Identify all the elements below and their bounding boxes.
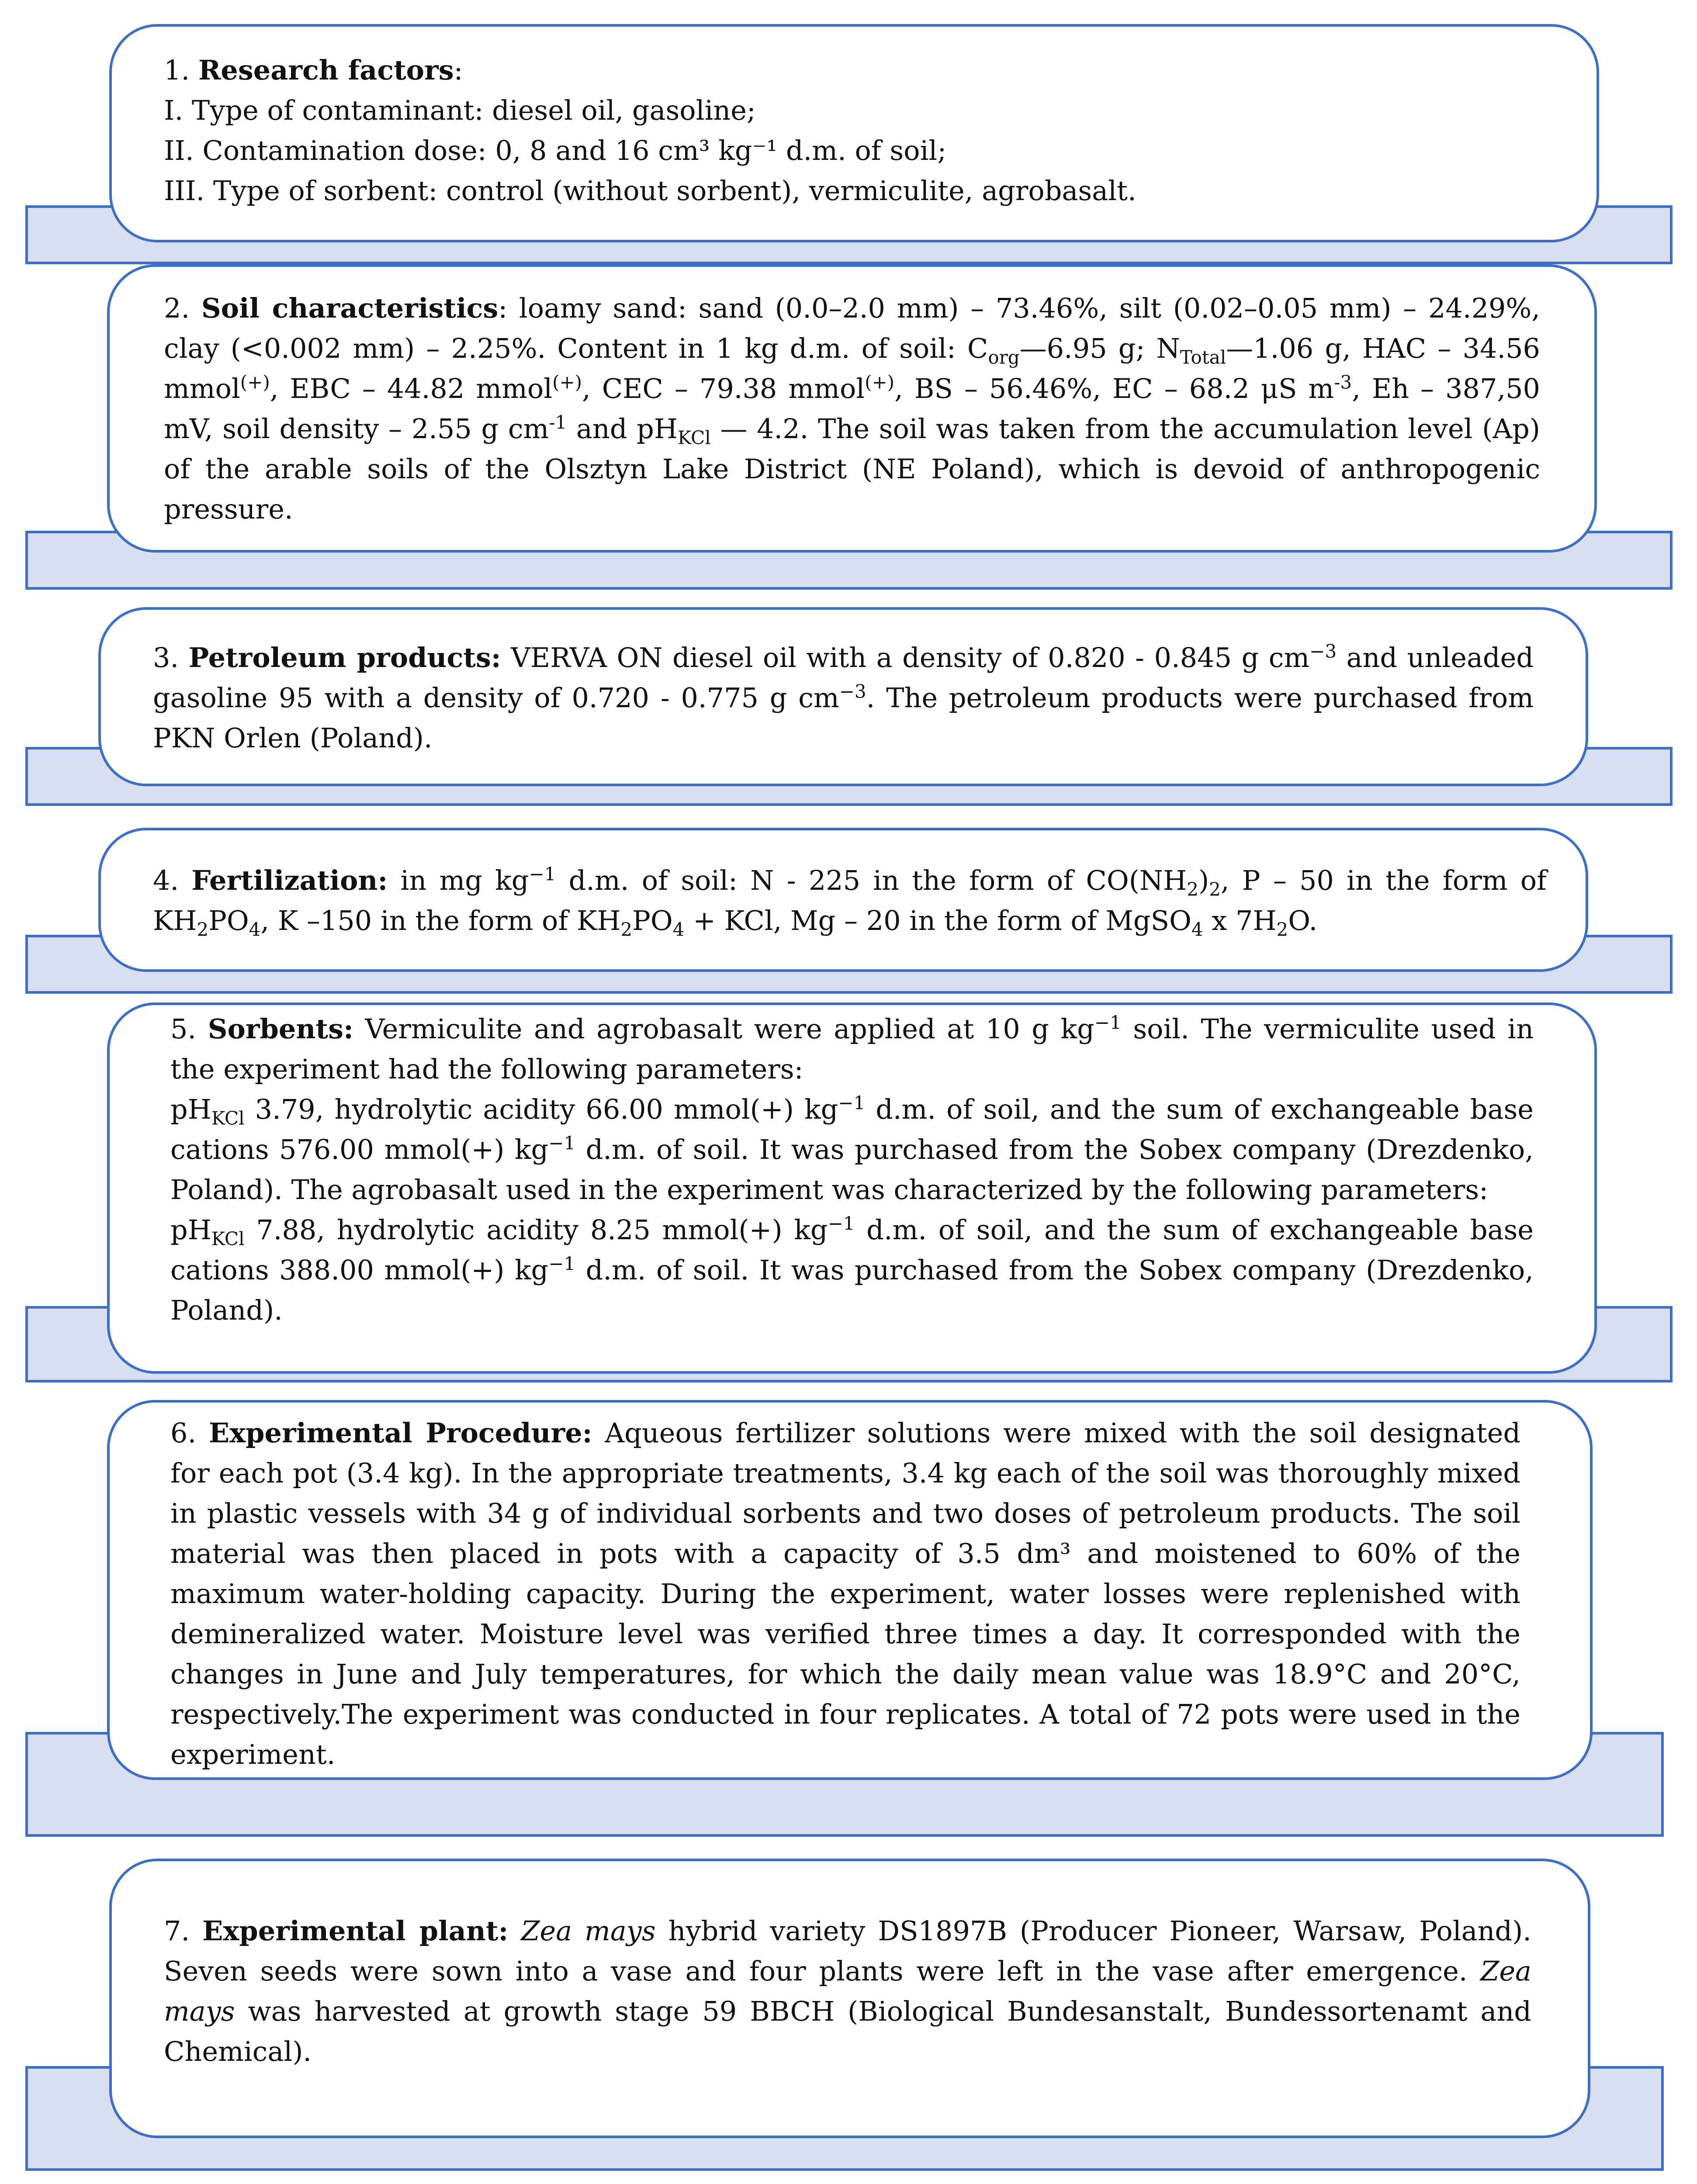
section-4-body-i: x 7H — [1203, 905, 1277, 936]
section-7-species-1: Zea mays — [521, 1915, 656, 1947]
section-5-body-a: Vermiculite and agrobasalt were applied at 10 g kg — [365, 1013, 1094, 1045]
section-6-number: 6. — [170, 1417, 197, 1449]
section-4-body-h: + KCl, Mg – 20 in the form of MgSO — [684, 905, 1191, 936]
section-4-body-g: PO — [632, 905, 673, 936]
section-3-heading: Petroleum products: — [188, 642, 501, 674]
section-5-p1-d: d.m. of soil. It was purchased from the Sobex company (Drezdenko, Poland). The agrobasalt used in the experiment was characterized by the following parameters: — [170, 1133, 1534, 1206]
section-5-sup-a: −1 — [1094, 1012, 1122, 1033]
section-5-p2-c: d.m. of soil, and the sum of exchangeable base cations 388.00 mmol(+) kg — [170, 1214, 1534, 1286]
section-3-number: 3. — [153, 642, 179, 674]
section-4-sub-4a: 4 — [249, 919, 261, 940]
section-4-sub-2e: 2 — [1276, 919, 1288, 940]
section-2-body-i: — 4.2. The soil was taken from the accumulation level (Ap) of the arable soils of the Olsztyn Lake District (NE Poland), which is devoid of anthropogenic pressure. — [164, 413, 1540, 525]
section-6-text — [170, 1413, 1520, 1775]
section-2-body-b: —6.95 g; N — [1019, 332, 1180, 364]
section-1-line-2: II. Contamination dose: 0, 8 and 16 cm³ kg⁻¹ d.m. of soil; — [164, 135, 947, 166]
section-1-heading: Research factors — [198, 54, 454, 86]
section-7-species-2: Zea mays — [164, 1955, 1531, 2027]
section-7-number: 7. — [164, 1915, 190, 1947]
section-2-heading: Soil characteristics — [201, 292, 499, 324]
section-4-sub-2c: 2 — [197, 919, 209, 940]
section-4-number: 4. — [153, 864, 179, 896]
section-5-ph-label-1: pH — [170, 1093, 211, 1125]
section-4-body-a: in mg kg — [400, 864, 529, 896]
section-4-sup-a: −1 — [529, 863, 556, 885]
section-4-body-f: , K –150 in the form of KH — [260, 905, 621, 936]
section-5-p2-d: d.m. of soil. It was purchased from the Sobex company (Drezdenko, Poland). — [170, 1254, 1534, 1326]
section-5-sup-p1-b: −1 — [838, 1092, 866, 1114]
section-5-sub-kcl-2: KCl — [211, 1228, 245, 1250]
section-5-agrobasalt-params — [170, 1210, 1534, 1330]
section-4-heading: Fertilization: — [191, 864, 388, 896]
section-2-body-e: , CEC – 79.38 mmol — [582, 373, 865, 404]
section-5-p2-b: 7.88, hydrolytic acidity 8.25 mmol(+) kg — [244, 1214, 828, 1246]
section-5-text — [170, 1009, 1534, 1330]
section-2-sup-cec: (+) — [865, 371, 895, 393]
section-1-number: 1. — [164, 54, 190, 86]
section-5-intro — [170, 1009, 1534, 1089]
section-5-sup-p2-c: −1 — [548, 1253, 576, 1275]
section-4-sub-4c: 4 — [1191, 919, 1203, 940]
section-4-sub-2b: 2 — [1209, 878, 1221, 900]
section-2-body-c: —1.06 g, HAC – 34.56 mmol — [164, 332, 1540, 404]
section-5-sup-p2-b: −1 — [828, 1213, 855, 1234]
section-1-line-1: I. Type of contaminant: diesel oil, gasoline; — [164, 94, 756, 126]
section-2-sub-kcl: KCl — [677, 427, 711, 449]
section-6-body: Aqueous fertilizer solutions were mixed with the soil designated for each pot (3.4 kg). In the appropriate treatments, 3.4 kg each of the soil was thoroughly mixed in plastic vessels with 34 g of individual sorbents and two doses of petroleum products. The soil material was then placed in pots with a capacity of 3.5 dm³ and moistened to 60% of the maximum water-holding capacity. During the experiment, water losses were replenished with demineralized water. Moisture level was verified three times a day. It corresponded with the changes in June and July temperatures, for which the daily mean value was 18.9°C and 20°C, respectively.The experiment was conducted in four replicates. A total of 72 pots were used in the experiment. — [170, 1417, 1521, 1770]
section-2-number: 2. — [164, 292, 190, 324]
section-2-sub-org: org — [988, 346, 1020, 368]
section-3-body-c: . The petroleum products were purchased from PKN Orlen (Poland). — [153, 682, 1534, 754]
section-1-line-3: III. Type of sorbent: control (without sorbent), vermiculite, agrobasalt. — [164, 175, 1136, 207]
section-2-sup-m3: -3 — [1334, 371, 1352, 393]
section-4-sub-4b: 4 — [672, 919, 685, 940]
section-7-body-b: was harvested at growth stage 59 BBCH (Biological Bundesanstalt, Bundessortenamt and Chemical). — [164, 1995, 1531, 2067]
section-4-body-d: , P – 50 in the form of KH — [153, 864, 1547, 936]
section-5-number: 5. — [170, 1013, 197, 1045]
section-4-body-e: PO — [208, 905, 249, 936]
section-5-vermiculite-params — [170, 1089, 1534, 1210]
section-2-sup-m1: -1 — [549, 411, 567, 433]
section-2-body-a: loamy sand: sand (0.0–2.0 mm) – 73.46%, silt (0.02–0.05 mm) – 24.29%, clay (<0.002 mm) – 2.25%. Content in 1 kg d.m. of soil: C — [164, 292, 1540, 364]
section-2-body-d: , EBC – 44.82 mmol — [270, 373, 553, 404]
section-7-body-a: hybrid variety DS1897B (Producer Pioneer, Warsaw, Poland). Seven seeds were sown into a vase and four plants were left in the vase after emergence. — [164, 1915, 1531, 1987]
section-4-text — [153, 860, 1547, 941]
section-5-p1-c: d.m. of soil, and the sum of exchangeable base cations 576.00 mmol(+) kg — [170, 1093, 1534, 1165]
section-2-body-f: , BS – 56.46%, EC – 68.2 μS m — [894, 373, 1334, 404]
section-3-body-a: VERVA ON diesel oil with a density of 0.820 - 0.845 g cm — [511, 642, 1310, 674]
section-4-body-b: d.m. of soil: N - 225 in the form of CO(NH — [556, 864, 1187, 896]
section-5-heading: Sorbents: — [208, 1013, 353, 1045]
section-5-p1-b: 3.79, hydrolytic acidity 66.00 mmol(+) kg — [244, 1093, 838, 1125]
section-2-sub-total: Total — [1180, 346, 1226, 368]
section-5-ph-label-2: pH — [170, 1214, 211, 1246]
section-5-body-b: soil. The vermiculite used in the experiment had the following parameters: — [170, 1013, 1534, 1085]
section-3-body-b: and unleaded gasoline 95 with a density of 0.720 - 0.775 g cm — [153, 642, 1534, 714]
section-1-text: 1. Research factors: I. Type of contaminant: diesel oil, gasoline; II. Contamination dose: 0, 8 and 16 cm³ kg⁻¹ d.m. of soil; III. Type of sorbent: control (without sorbent), vermiculite, agrobasalt. — [164, 50, 1540, 211]
section-4-body-j: O. — [1288, 905, 1318, 936]
section-4-sub-2a: 2 — [1187, 878, 1198, 900]
section-5-sub-kcl-1: KCl — [211, 1107, 245, 1129]
section-2-text: 2. Soil characteristics: loamy sand: sand (0.0–2.0 mm) – 73.46%, silt (0.02–0.05 mm) – 24.29%, clay (<0.002 mm) – 2.25%. Content in 1 kg d.m. of soil: $C_{org}—6.95$ g; $N_{Total}—1.06$ g, HAC – 34.56 mmol(+), EBC – 44.82 mmol(+), CEC – 79.38 mmol(+), BS – 56.46%, EC – 68.2 μS $m^{-3}$, Eh – 387,50 mV, soil density – 2.55 g $cm^{-1}$ and $pH_{KCl}$ — 4.2. The soil was taken from the accumulation level (Ap) of the arable soils of the Olsztyn Lake District (NE Poland), which is devoid of anthropogenic pressure. — [164, 292, 1540, 525]
section-6-heading: Experimental Procedure: — [208, 1417, 592, 1449]
section-3-text — [153, 638, 1534, 758]
section-3-sup-b: −3 — [839, 681, 866, 702]
section-2-sup-ebc: (+) — [552, 371, 582, 393]
section-7-heading: Experimental plant: — [202, 1915, 509, 1947]
section-5-sup-p1-c: −1 — [548, 1132, 576, 1154]
section-4-body-c: ) — [1198, 864, 1209, 896]
section-2-body-h: and pH — [567, 413, 678, 445]
section-4-sub-2d: 2 — [620, 919, 633, 940]
section-7-text — [164, 1911, 1531, 2072]
section-2-body-g: , Eh – 387,50 mV, soil density – 2.55 g cm — [164, 373, 1540, 445]
section-2-sup-hac: (+) — [240, 371, 270, 393]
section-3-sup-a: −3 — [1309, 640, 1337, 662]
